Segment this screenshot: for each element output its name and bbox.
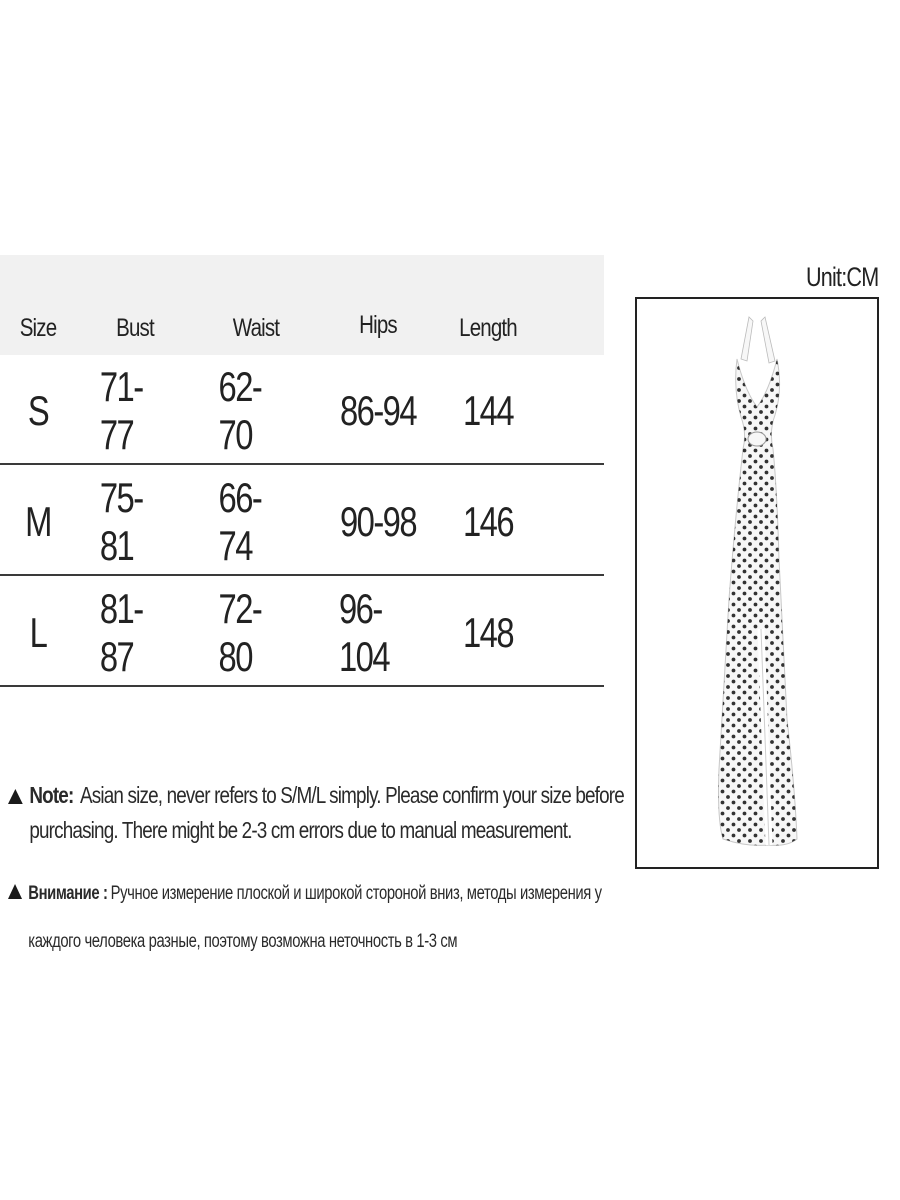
header-hips: Hips [359, 310, 397, 339]
cell-bust: 75-81 [99, 473, 143, 569]
header-length: Length [459, 313, 517, 342]
cell-bust: 71-77 [99, 363, 143, 458]
table-row [0, 576, 604, 687]
cell-length: 148 [463, 608, 513, 656]
cell-size: L [29, 608, 47, 656]
note-text: Asian size, never refers to S/M/L simply. Please confirm your size before purchasing. There might be 2-3 cm errors due to manual measurement. [29, 782, 624, 843]
table-row [0, 355, 604, 465]
warning-triangle-icon [8, 884, 22, 899]
cell-size: M [25, 497, 51, 545]
header-bust: Bust [116, 313, 154, 342]
cell-bust: 81-87 [99, 584, 143, 680]
warning-triangle-icon [8, 789, 23, 804]
note-label: Note: [29, 782, 74, 808]
size-chart-table [0, 255, 604, 687]
cell-hips: 86-94 [339, 387, 416, 434]
note-label-ru: Внимание : [28, 883, 108, 904]
cell-length: 144 [463, 387, 513, 434]
dress-image [637, 299, 877, 867]
note-english [8, 778, 636, 848]
note-text-ru: Ручное измерение плоской и широкой стороной вниз, методы измерения у каждого человека разные, поэтому возможна неточность в 1-3 см [28, 883, 602, 952]
cell-length: 146 [463, 497, 513, 545]
cell-waist: 72-80 [218, 584, 262, 680]
product-image-frame [635, 297, 879, 869]
cell-hips: 96-104 [339, 584, 389, 680]
notes-section [8, 778, 624, 966]
table-row [0, 465, 604, 576]
cell-waist: 66-74 [218, 473, 262, 569]
header-waist: Waist [232, 313, 280, 342]
cell-waist: 62-70 [218, 363, 262, 458]
table-header-row [0, 255, 604, 355]
cell-size: S [27, 387, 49, 434]
header-size: Size [19, 313, 57, 342]
note-russian [8, 870, 637, 966]
cell-hips: 90-98 [339, 497, 416, 545]
unit-label: Unit:CM [806, 262, 879, 292]
